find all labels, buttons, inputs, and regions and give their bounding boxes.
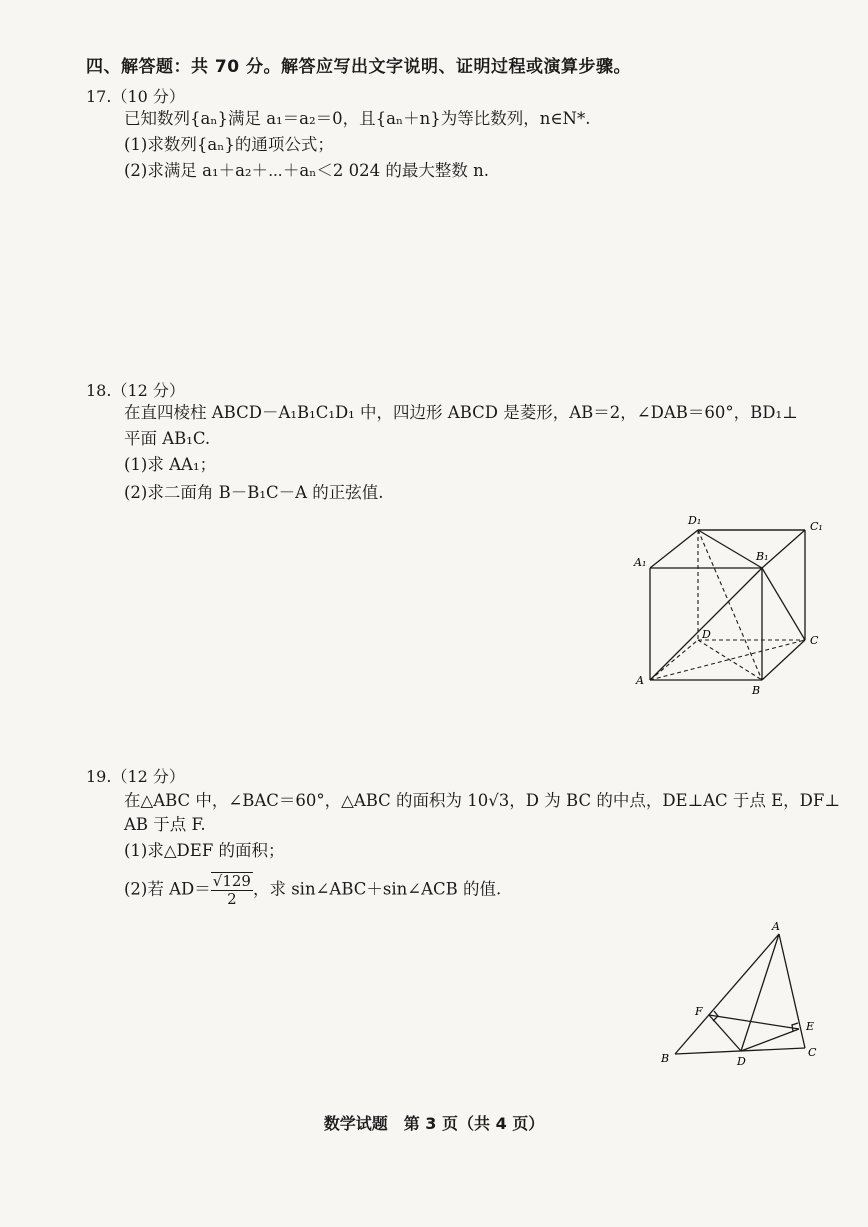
q18-number: 18.（12 分） [86,381,185,400]
label-D: D [702,628,711,641]
q17-number: 17.（10 分） [86,87,185,106]
q19-stem-line1: 在△ABC 中，∠BAC＝60°，△ABC 的面积为 10√3，D 为 BC 的中点，DE⊥AC 于点 E，DF⊥ [124,791,840,810]
label-A: A [636,674,644,687]
label-B1: B₁ [756,550,769,563]
tri-label-D: D [737,1055,746,1068]
tri-label-E: E [806,1020,815,1033]
label-A1: A₁ [634,556,647,569]
q19-number: 19.（12 分） [86,767,185,786]
q18-part2: (2)求二面角 B－B₁C－A 的正弦值. [124,483,384,502]
q19-ad-fraction [211,872,253,908]
triangle-diagram [655,918,825,1068]
tri-label-B: B [661,1052,670,1065]
prism-figure [630,510,830,700]
q18-stem-line1: 在直四棱柱 ABCD－A₁B₁C₁D₁ 中，四边形 ABCD 是菱形，AB＝2，∠DAB＝60°，BD₁⊥ [124,403,798,422]
q19-part2-suffix: ，求 sin∠ABC＋sin∠ACB 的值. [252,879,502,899]
q19-part2-prefix: (2)若 AD＝ [124,879,211,899]
q19-ad-numerator: √129 [212,872,251,890]
label-C: C [810,634,819,647]
q18-stem-line2: 平面 AB₁C. [124,429,211,448]
q19-part1: (1)求△DEF 的面积； [124,841,285,860]
tri-label-F: F [695,1005,703,1018]
label-C1: C₁ [810,520,823,533]
q18-part1: (1)求 AA₁； [124,455,217,474]
q17-part1: (1)求数列{aₙ}的通项公式； [124,135,334,154]
q19-ad-denominator: 2 [227,890,237,908]
q19-part2 [124,872,501,908]
label-D1: D₁ [688,514,702,527]
q17-stem: 已知数列{aₙ}满足 a₁＝a₂＝0，且{aₙ＋n}为等比数列，n∈N*. [124,109,591,128]
tri-label-A: A [772,920,780,933]
prism-diagram [630,510,830,700]
label-B: B [752,684,761,697]
q17-part2: (2)求满足 a₁＋a₂＋⋯＋aₙ＜2 024 的最大整数 n. [124,161,489,180]
tri-label-C: C [808,1046,817,1059]
q19-stem-line2: AB 于点 F. [124,815,206,834]
section-title: 四、解答题：共 70 分。解答应写出文字说明、证明过程或演算步骤。 [86,57,631,77]
page-footer: 数学试题 第 3 页（共 4 页） [323,1114,545,1133]
triangle-figure [655,918,825,1068]
